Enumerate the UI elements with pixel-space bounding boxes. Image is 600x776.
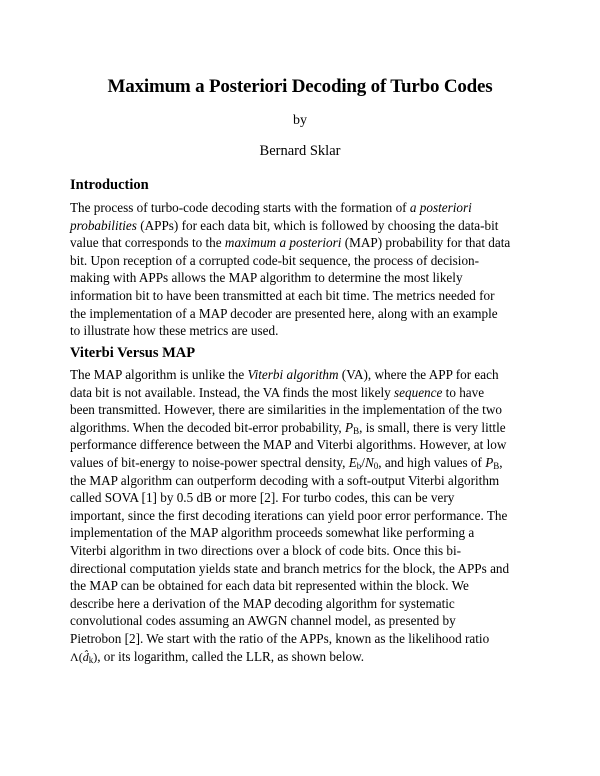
text-line: Pietrobon [2]. We start with the ratio of the APPs, known as the likelihood ratio (70, 630, 490, 646)
section-heading-viterbi-versus-map: Viterbi Versus MAP (70, 345, 196, 361)
text-line: the MAP can be obtained for each data bit represented within the block. We (70, 578, 469, 594)
text-line: algorithms. When the decoded bit-error probability, $P_B$, is small, there is very little (70, 419, 506, 436)
text-line: implementation of the MAP algorithm proceeds somewhat like performing a (70, 525, 475, 541)
text-line: the implementation of a MAP decoder are presented here, along with an example (70, 305, 498, 321)
author-name: Bernard Sklar (259, 143, 341, 159)
text-line: directional computation yields state and branch metrics for the block, the APPs and (70, 560, 510, 576)
byline: by (293, 113, 307, 128)
text-line: called SOVA [1] by 0.5 dB or more [2]. For turbo codes, this can be very (70, 490, 455, 506)
text-line: the MAP algorithm can outperform decoding with a soft-output Viterbi algorithm (70, 472, 500, 488)
text-line: describe here a derivation of the MAP decoding algorithm for systematic (70, 595, 455, 611)
paper-title: Maximum a Posteriori Decoding of Turbo Codes (107, 76, 493, 97)
text-line: performance difference between the MAP and Viterbi algorithms. However, at low (70, 437, 507, 453)
text-line: making with APPs allows the MAP algorithm to determine the most likely (70, 270, 463, 286)
viterbi-paragraph (70, 366, 530, 666)
text-line: important, since the first decoding iterations can yield poor error performance. The (70, 507, 508, 523)
text-line: The MAP algorithm is unlike the Viterbi algorithm (VA), where the APP for each (70, 367, 499, 382)
text-line: data bit is not available. Instead, the VA finds the most likely sequence to have (70, 384, 485, 400)
text-line: probabilities (APPs) for each data bit, which is followed by choosing the data-bit (70, 217, 499, 233)
text-line: information bit to have been transmitted at each bit time. The metrics needed for (70, 287, 495, 303)
likelihood-ratio-symbol: Λ( (70, 649, 83, 664)
text-line: The process of turbo-code decoding starts with the formation of a posteriori (70, 200, 472, 215)
text-line: to illustrate how these metrics are used. (70, 323, 279, 339)
text-line: values of bit-energy to noise-power spectral density, $E_b/N_0$, and high values of $P_B$, (70, 454, 503, 471)
section-heading-introduction: Introduction (70, 177, 149, 193)
introduction-paragraph (70, 199, 530, 340)
text-line: been transmitted. However, there are similarities in the implementation of the two (70, 402, 502, 418)
text-line: Viterbi algorithm in two directions over a block of code bits. Once this bi- (70, 542, 462, 558)
text-line: bit. Upon reception of a corrupted code-bit sequence, the process of decision- (70, 252, 480, 268)
text-line: value that corresponds to the maximum a posteriori (MAP) probability for that data (70, 235, 511, 251)
text-line: $\Lambda(d̂_k)$, or its logarithm, called the LLR, as shown below. (70, 648, 365, 665)
text-line: convolutional codes assuming an AWGN channel model, as presented by (70, 613, 456, 629)
